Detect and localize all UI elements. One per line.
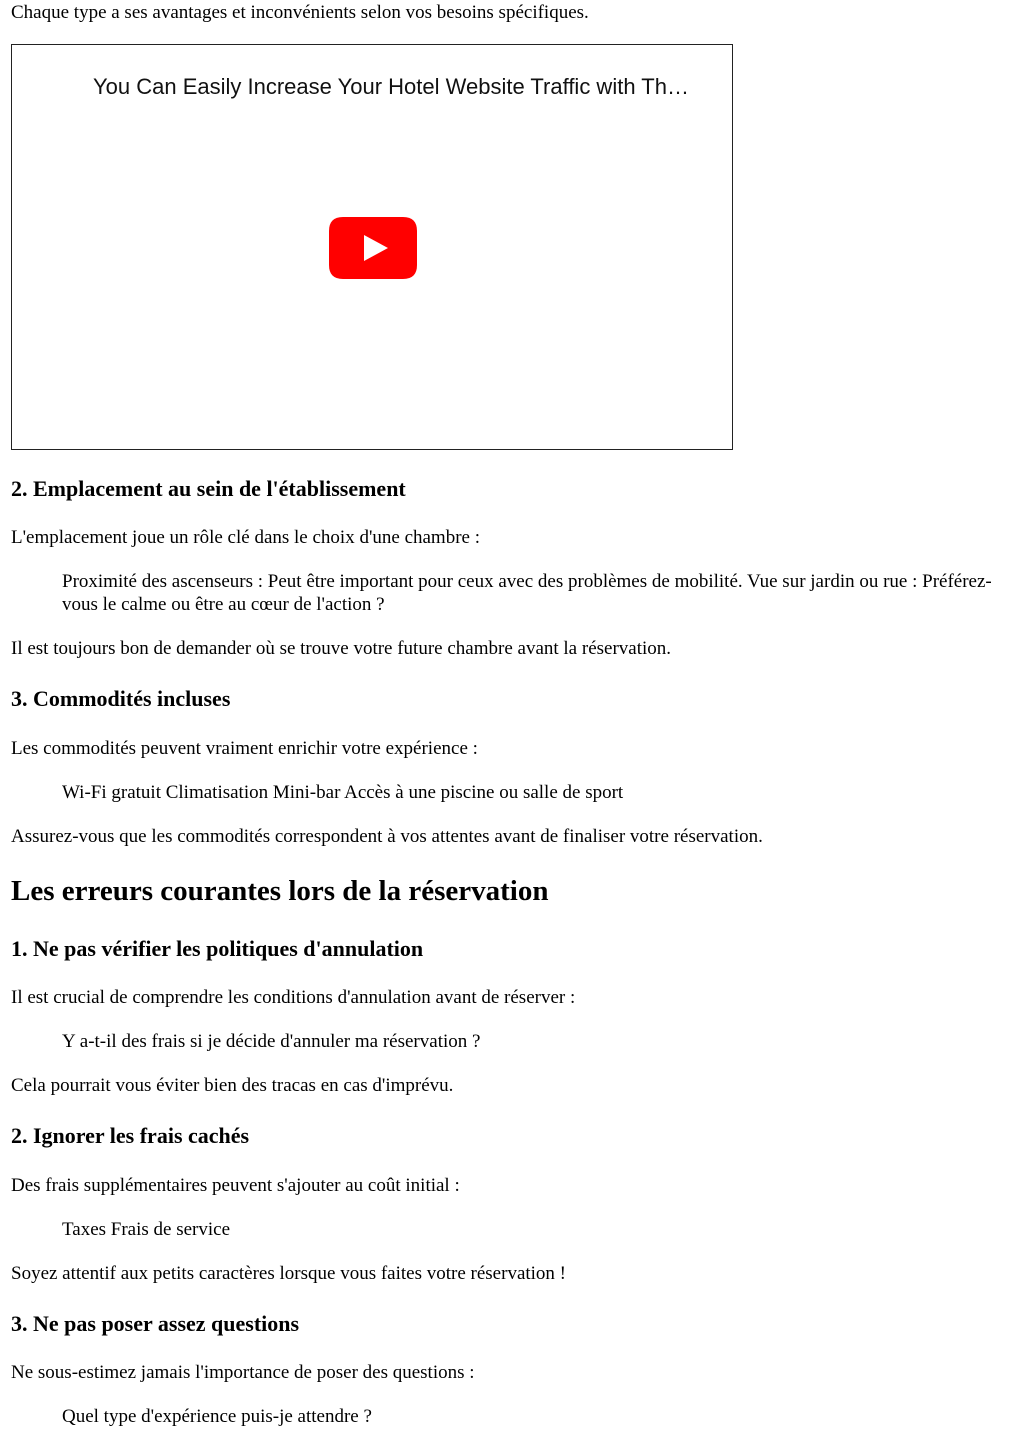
paragraph-frais-conclusion: Soyez attentif aux petits caractères lorsque vous faites votre réservation ! [11, 1263, 567, 1284]
paragraph-commodites-conclusion: Assurez-vous que les commodités correspondent à vos attentes avant de finaliser votre réservation. [11, 826, 763, 847]
paragraph-emplacement-conclusion: Il est toujours bon de demander où se trouve votre future chambre avant la réservation. [11, 638, 672, 659]
section-heading-commodites: 3. Commodités incluses [11, 686, 231, 711]
intro-paragraph: Chaque type a ses avantages et inconvénients selon vos besoins spécifiques. [11, 2, 589, 23]
section-heading-emplacement: 2. Emplacement au sein de l'établissement [11, 476, 406, 501]
section-heading-frais: 2. Ignorer les frais cachés [11, 1123, 250, 1148]
paragraph-questions-lead: Ne sous-estimez jamais l'importance de poser des questions : [11, 1362, 475, 1383]
paragraph-commodites-lead: Les commodités peuvent vraiment enrichir votre expérience : [11, 738, 478, 759]
paragraph-emplacement-lead: L'emplacement joue un rôle clé dans le choix d'une chambre : [11, 527, 480, 548]
paragraph-annulation-lead: Il est crucial de comprendre les conditions d'annulation avant de réserver : [11, 987, 576, 1008]
list-frais: Taxes Frais de service [62, 1219, 231, 1240]
video-title[interactable]: You Can Easily Increase Your Hotel Website Traffic with Th… [93, 74, 689, 99]
list-annulation: Y a-t-il des frais si je décide d'annuler ma réservation ? [62, 1031, 481, 1052]
list-commodites: Wi-Fi gratuit Climatisation Mini-bar Accès à une piscine ou salle de sport [62, 782, 624, 803]
section-heading-questions: 3. Ne pas poser assez questions [11, 1311, 300, 1336]
youtube-play-icon[interactable] [329, 217, 417, 279]
paragraph-frais-lead: Des frais supplémentaires peuvent s'ajouter au coût initial : [11, 1175, 460, 1196]
list-questions: Quel type d'expérience puis-je attendre ? [62, 1406, 372, 1427]
section-heading-annulation: 1. Ne pas vérifier les politiques d'annulation [11, 936, 424, 961]
errors-heading: Les erreurs courantes lors de la réservation [11, 875, 549, 907]
embedded-video[interactable] [11, 44, 733, 450]
paragraph-annulation-conclusion: Cela pourrait vous éviter bien des tracas en cas d'imprévu. [11, 1075, 454, 1096]
list-emplacement: Proximité des ascenseurs : Peut être important pour ceux avec des problèmes de mobilité. Vue sur jardin ou rue : Préférez-vous le calme ou être au cœur de l'action ? [62, 571, 992, 615]
